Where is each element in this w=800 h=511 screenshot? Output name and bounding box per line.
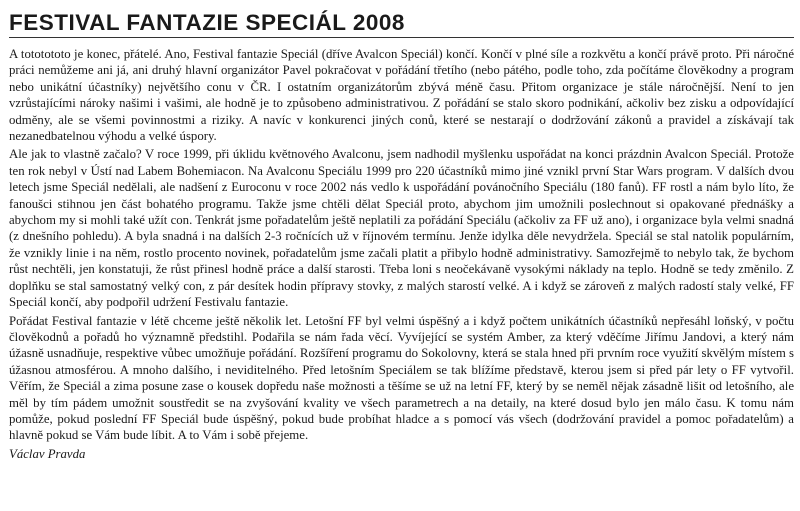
author-signature: Václav Pravda (9, 446, 86, 461)
paragraph-intro: A tototototo je konec, přátelé. Ano, Festival fantazie Speciál (dříve Avalcon Speciál) končí. Končí v plné síle a rozkvětu a končí právě proto. Při náročné práci nemůžeme ani já, ani druhý hlavní organizátor Pavel pokračovat v pořádání třetího (nebo pátého, podle toho, zda počítáme člověkodny a program nebo unikátní účastníky) největšího conu v ČR. I ostatním organizátorům zbývá méně času. Přitom organizace je stále náročnější. Není to jen vzrůstajícími nároky našimi i vašimi, ale hodně je to způsobeno administrativou. Z pořádání se stalo skoro podnikání, ačkoliv bez zisku a odpovídající odměny, ale se všemi povinnostmi a riziky. A navíc v konkurenci jiných conů, které se nestarají o dodržování zákonů a pravidel a získávají tak nezanedbatelnou výhodu a velké úspory. (9, 47, 794, 144)
article-body (9, 46, 794, 462)
article-title: FESTIVAL FANTAZIE SPECIÁL 2008 (9, 11, 794, 38)
paragraph-history: Ale jak to vlastně začalo? V roce 1999, při úklidu květnového Avalconu, jsem nadhodil myšlenku uspořádat na konci prázdnin Avalcon Speciál. Protože ten rok nebyl v Ústí nad Labem Bohemiacon. Na Avalconu Speciálu 1999 pro 220 účastníků mimo jiné vznikl první Star Wars program. V dalších dvou letech jsme Speciál nedělali, ale nadšení z Euroconu v roce 2002 nás vedlo k uspořádání povánočního Speciálu (180 fanů). FF rostl a nám bylo líto, že fanoušci stihnou jen část bohatého programu. Takže jsme chtěli dělat Speciál proto, abychom jim umožnili poslechnout si opakované přednášky a abychom my si mohli také užít con. Tenkrát jsme pořadatelům ještě neplatili za pořádání Speciálu (ačkoliv za FF už ano), i organizace byla velmi snadná (z dnešního pohledu). A byla snadná i na dalších 2-3 ročnících už v říjnovém termínu. Jenže idylka děle nevydržela. Speciál se stal natolik populárním, že vznikly linie i na něm, rostlo procento novinek, pořadatelům jsme začali platit a přibylo hodně administrativy. Samozřejmě to nebylo tak, že bychom růst nechtěli, jen konstatuji, že růst přinesl hodně práce a další starosti. Třeba loni s neočekávaně vysokými náklady na teplo. Hodně se tedy změnilo. Z doplňku se stal samostatný velký con, z pár desítek hodin přípravy stovky, z malých starostí velké. A i když se zároveň z malých radostí staly velké, FF Speciál končí, aby podpořil udržení Festivalu fantazie. (9, 147, 794, 310)
paragraph-future: Pořádat Festival fantazie v létě chceme ještě několik let. Letošní FF byl velmi úspěšný a i když počtem unikátních účastníků nepřesáhl loňský, v počtu člověkodnů a pořadů ho významně předstihl. Podařila se nám řada věcí. Vyvíjející se systém Amber, za který vděčíme Jiřímu Jandovi, a který nám úžasně usnadňuje, respektive vůbec umožňuje pořádání. Rozšíření programu do Sokolovny, která se stala hned při prvním roce využití skvělým místem s úžasnou atmosférou. A mnoho dalšího, i neviditelného. Před letošním Speciálem se tak blížíme představě, kterou jsem si před pár lety o FF vytvořil. Věřím, že Speciál a zima posune zase o kousek dopředu naše možnosti a těšíme se už na letní FF, který by se neměl nějak zásadně lišit od letošního, ale měl by tím pádem umožnit soustředit se na zvyšování kvality ve všech parametrech a na detaily, na které dosud bylo jen málo času. K tomu nám pomůže, pokud poslední FF Speciál bude úspěšný, pokud bude probíhat hladce a s pomocí vás všech (dodržování pravidel a pomoc pořadatelům) a hlavně pokud se Vám bude líbit. A to Vám i sobě přejeme. (9, 313, 794, 443)
